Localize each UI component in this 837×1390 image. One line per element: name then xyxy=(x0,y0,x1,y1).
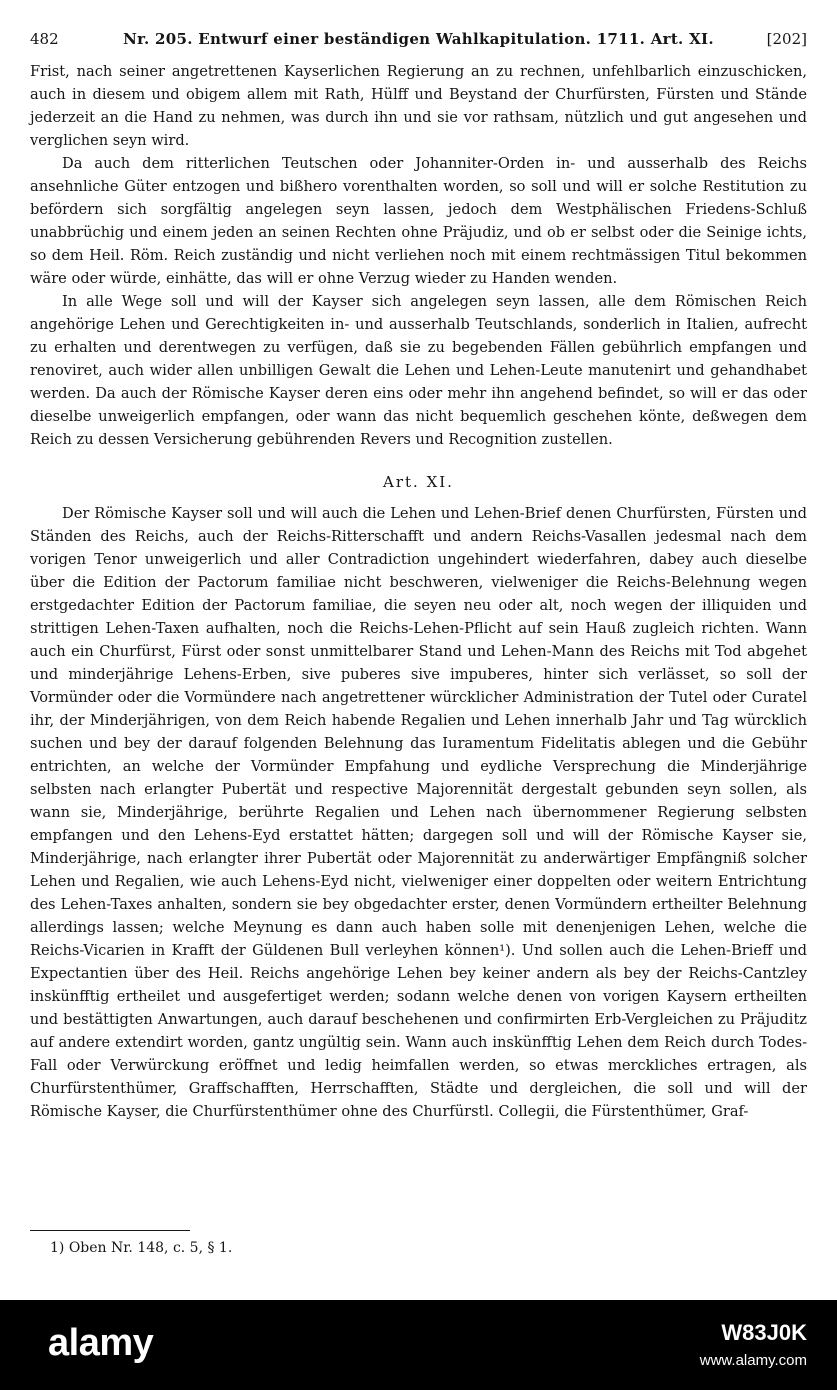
footnote: 1) Oben Nr. 148, c. 5, § 1. xyxy=(50,1240,233,1256)
body-text xyxy=(30,60,807,1123)
stock-watermark-bar xyxy=(0,1300,837,1390)
article-heading: Art. XI. xyxy=(383,473,454,491)
alamy-logo: alamy xyxy=(48,1322,154,1364)
watermark-info xyxy=(700,1310,807,1369)
article-paragraph: Der Römische Kayser soll und will auch die Lehen und Lehen-Brief denen Churfürsten, Fürsten und Ständen des Reichs, auch der Reichs-Ritterschafft und andern Reichs-Vasallen jedesmal nach dem vorigen Tenor unweigerlich und aller Contradiction ungehindert wiederfahren, dabey auch dieselbe über die Edition der Pactorum familiae nicht beschweren, vielweniger die Reichs-Belehnung wegen erstgedachter Edition der Pactorum familiae, die seyen neu oder alt, noch wegen der illiquiden und strittigen Lehen-Taxen aufhalten, noch die Reichs-Lehen-Pflicht auf sein Hauß zugleich richten. Wann auch ein Churfürst, Fürst oder sonst unmittelbarer Stand und Lehen-Mann des Reichs mit Tod abgehet und minderjährige Lehens-Erben, sive puberes sive impuberes, hinter sich verlässet, so soll der Vormünder oder die Vormündere nach angetrettener würcklicher Administration der Tutel oder Curatel ihr, der Minderjährigen, von dem Reich habende Regalien und Lehen innerhalb Jahr und Tag würcklich suchen und bey der darauf folgenden Belehnung das Iuramentum Fidelitatis ablegen und die Gebühr entrichten, an welche der Vormünder Empfahung und eydliche Versprechung die Minderjährige selbsten nach erlangter Pubertät und respective Majorennität dergestalt gebunden seyn sollen, als wann sie, Minderjährige, berührte Regalien und Lehen nach übernommener Regierung selbsten empfangen und den Lehens-Eyd erstattet hätten; dargegen soll und will der Römische Kayser sie, Minderjährige, nach erlangter ihrer Pubertät oder Majorennität zu anderwärtiger Empfängniß solcher Lehen und Regalien, wie auch Lehens-Eyd nicht, vielweniger einer doppelten oder weitern Entrichtung des Lehen-Taxes anhalten, sondern sie bey obgedachter erster, denen Vormündern ertheilter Belehnung allerdings lassen; welche Meynung es dann auch haben solle mit denenjenigen Lehen, welche die Reichs-Vicarien in Krafft der Güldenen Bull verleyhen können¹). Und sollen auch die Lehen-Brieff und Expectantien über des Heil. Reichs angehörige Lehen bey keiner andern als bey der Reichs-Cantzley inskünfftig ertheilet und ausgefertiget werden; sodann welche denen von vorigen Kaysern ertheilten und bestättigten Anwartungen, auch darauf beschehenen und confirmirten Erb-Vergleichen zu Präjuditz auf andere extendirt worden, gantz ungültig sein. Wann auch inskünfftig Lehen dem Reich durch Todes-Fall oder Verwürckung eröffnet und ledig heimfallen werden, so etwas merckliches ertragen, als Churfürstenthümer, Graffschafften, Herrschafften, Städte und dergleichen, die soll und will der Römische Kayser, die Churfürstenthümer ohne des Churfürstl. Collegii, die Fürstenthümer, Graf- xyxy=(30,505,807,1120)
paragraph: Da auch dem ritterlichen Teutschen oder Johanniter-Orden in- und ausserhalb des Reichs ansehnliche Güter entzogen und bißhero vorenthalten worden, so soll und will er solche Restitution zu befördern sich sorgfältig angelegen seyn lassen, jedoch dem Westphälischen Friedens-Schluß unabbrüchig und einem jeden an seinen Rechten ohne Präjudiz, und ob er selbst oder die Seinige ichts, so dem Heil. Röm. Reich zuständig und nicht verliehen noch mit einem rechtmässigen Titul bekommen wäre oder würde, einhätte, das will er ohne Verzug wieder zu Handen wenden. xyxy=(30,155,807,287)
paragraph: Frist, nach seiner angetrettenen Kayserlichen Regierung an zu rechnen, unfehlbarlich einzuschicken, auch in diesem und obigem allem mit Rath, Hülff und Beystand der Churfürsten, Fürsten und Stände jederzeit an die Hand zu nehmen, was durch ihn und sie vor rathsam, nützlich und gut angesehen und verglichen seyn wird. xyxy=(30,63,807,149)
running-title: Nr. 205. Entwurf einer beständigen Wahlkapitulation. 1711. Art. XI. xyxy=(123,30,714,48)
footnote-divider xyxy=(30,1230,190,1231)
paragraph: In alle Wege soll und will der Kayser sich angelegen seyn lassen, alle dem Römischen Reich angehörige Lehen und Gerechtigkeiten in- und ausserhalb Teutschlands, sonderlich in Italien, aufrecht zu erhalten und derentwegen zu verfügen, daß sie zu begebenden Fällen gebührlich empfangen und renoviret, auch wider allen unbilligen Gewalt die Lehen und Lehen-Leute manutenirt und gehandhabet werden. Da auch der Römische Kayser deren eins oder mehr ihn angehend befindet, so will er das oder dieselbe unweigerlich empfangen, oder wann das nicht bequemlich geschehen könte, deßwegen dem Reich zu dessen Versicherung gebührenden Revers und Recognition zustellen. xyxy=(30,293,807,448)
image-id: W83J0K xyxy=(721,1320,807,1345)
site-url: www.alamy.com xyxy=(699,1352,807,1369)
page-header xyxy=(30,30,807,56)
page-number: 482 xyxy=(30,30,59,48)
bracket-page-ref: [202] xyxy=(766,30,807,48)
